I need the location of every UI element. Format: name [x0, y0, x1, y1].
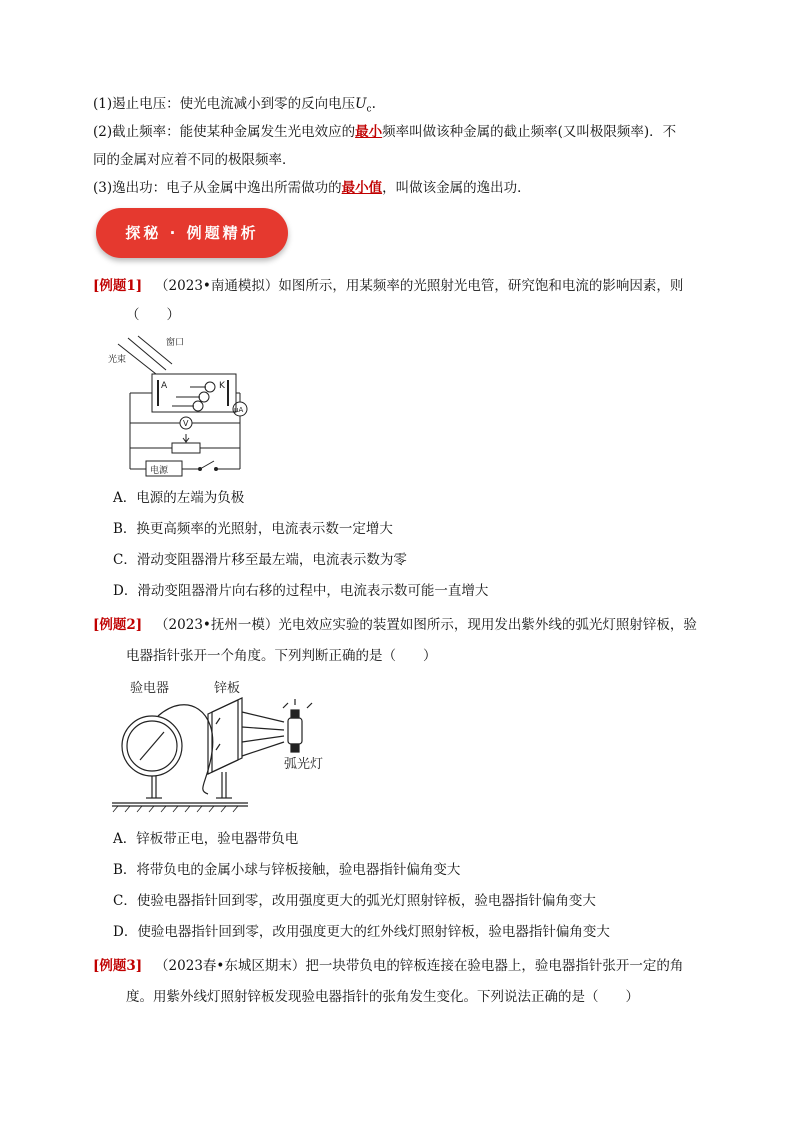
electroscope-diagram [108, 672, 348, 814]
label-window: 窗口 [166, 338, 185, 348]
label-arc-lamp: 弧光灯 [284, 757, 324, 772]
keyword-highlight: 最小 [355, 124, 383, 140]
label-power: 电源 [150, 466, 169, 476]
example2-question [93, 615, 697, 635]
label-zinc-plate: 锌板 [214, 681, 241, 696]
example2-option-c: C．使验电器指针回到零，改用强度更大的弧光灯照射锌板，验电器指针偏角变大 [113, 893, 596, 909]
example1-text: （2023•南通模拟）如图所示，用某频率的光照射光电管，研究饱和电流的影响因素，则 [155, 278, 684, 294]
label-electroscope: 验电器 [130, 681, 170, 696]
section-banner [96, 208, 288, 258]
example3-text: （2023春•东城区期末）把一块带负电的锌板连接在验电器上，验电器指针张开一定的角 [155, 958, 684, 974]
symbol-subscript: c [366, 104, 372, 115]
example1-blank: （ ） [126, 307, 180, 323]
example3-question-cont: 度。用紫外线灯照射锌板发现验电器指针的张角发生变化。下列说法正确的是（ ） [126, 989, 639, 1005]
example2-text: （2023•抚州一模）光电效应实验的装置如图所示，现用发出紫外线的弧光灯照射锌板，验 [155, 617, 697, 633]
definition-text: (3)逸出功：电子从金属中逸出所需做功的 [93, 180, 342, 196]
label-voltmeter: V [183, 419, 189, 428]
definition-text: (2)截止频率：能使某种金属发生光电效应的 [93, 124, 356, 140]
example1-option-d: D．滑动变阻器滑片向右移的过程中，电流表示数可能一直增大 [113, 583, 489, 599]
label-microammeter: μA [234, 406, 244, 414]
label-beam: 光束 [108, 355, 127, 365]
example3-tag: [例题3] [93, 958, 143, 974]
example1-question [93, 276, 683, 296]
section-banner-label: 探秘 · 例题精析 [125, 224, 259, 242]
example2-question-cont: 电器指针张开一个角度。下列判断正确的是（ ） [126, 648, 437, 664]
definition-cutoff-frequency-cont: 同的金属对应着不同的极限频率． [93, 152, 296, 168]
example2-option-b: B．将带负电的金属小球与锌板接触，验电器指针偏角变大 [113, 862, 461, 878]
definition-work-function [93, 178, 531, 198]
definition-text: 频率叫做该种金属的截止频率(又叫极限频率)．不 [382, 124, 677, 140]
symbol-u: U [355, 96, 367, 112]
keyword-highlight: 最小值 [341, 180, 383, 196]
example1-option-b: B．换更高频率的光照射，电流表示数一定增大 [113, 521, 393, 537]
example2-option-d: D．使验电器指针回到零，改用强度更大的红外线灯照射锌板，验电器指针偏角变大 [113, 924, 610, 940]
example2-option-a: A．锌板带正电，验电器带负电 [113, 831, 299, 847]
label-anode: A [161, 381, 168, 391]
definition-text: (1)遏止电压：使光电流减小到零的反向电压 [93, 96, 356, 112]
definition-text: ，叫做该金属的逸出功． [382, 180, 531, 196]
definition-stopping-voltage [93, 94, 376, 120]
example3-question [93, 956, 683, 976]
definition-cutoff-frequency [93, 122, 676, 142]
example1-option-a: A．电源的左端为负极 [113, 490, 245, 506]
example1-option-c: C．滑动变阻器滑片移至最左端，电流表示数为零 [113, 552, 407, 568]
label-cathode: K [219, 381, 225, 391]
definition-text: . [371, 96, 376, 112]
example2-tag: [例题2] [93, 617, 143, 633]
example1-tag: [例题1] [93, 278, 143, 294]
phototube-circuit-diagram [108, 330, 250, 480]
